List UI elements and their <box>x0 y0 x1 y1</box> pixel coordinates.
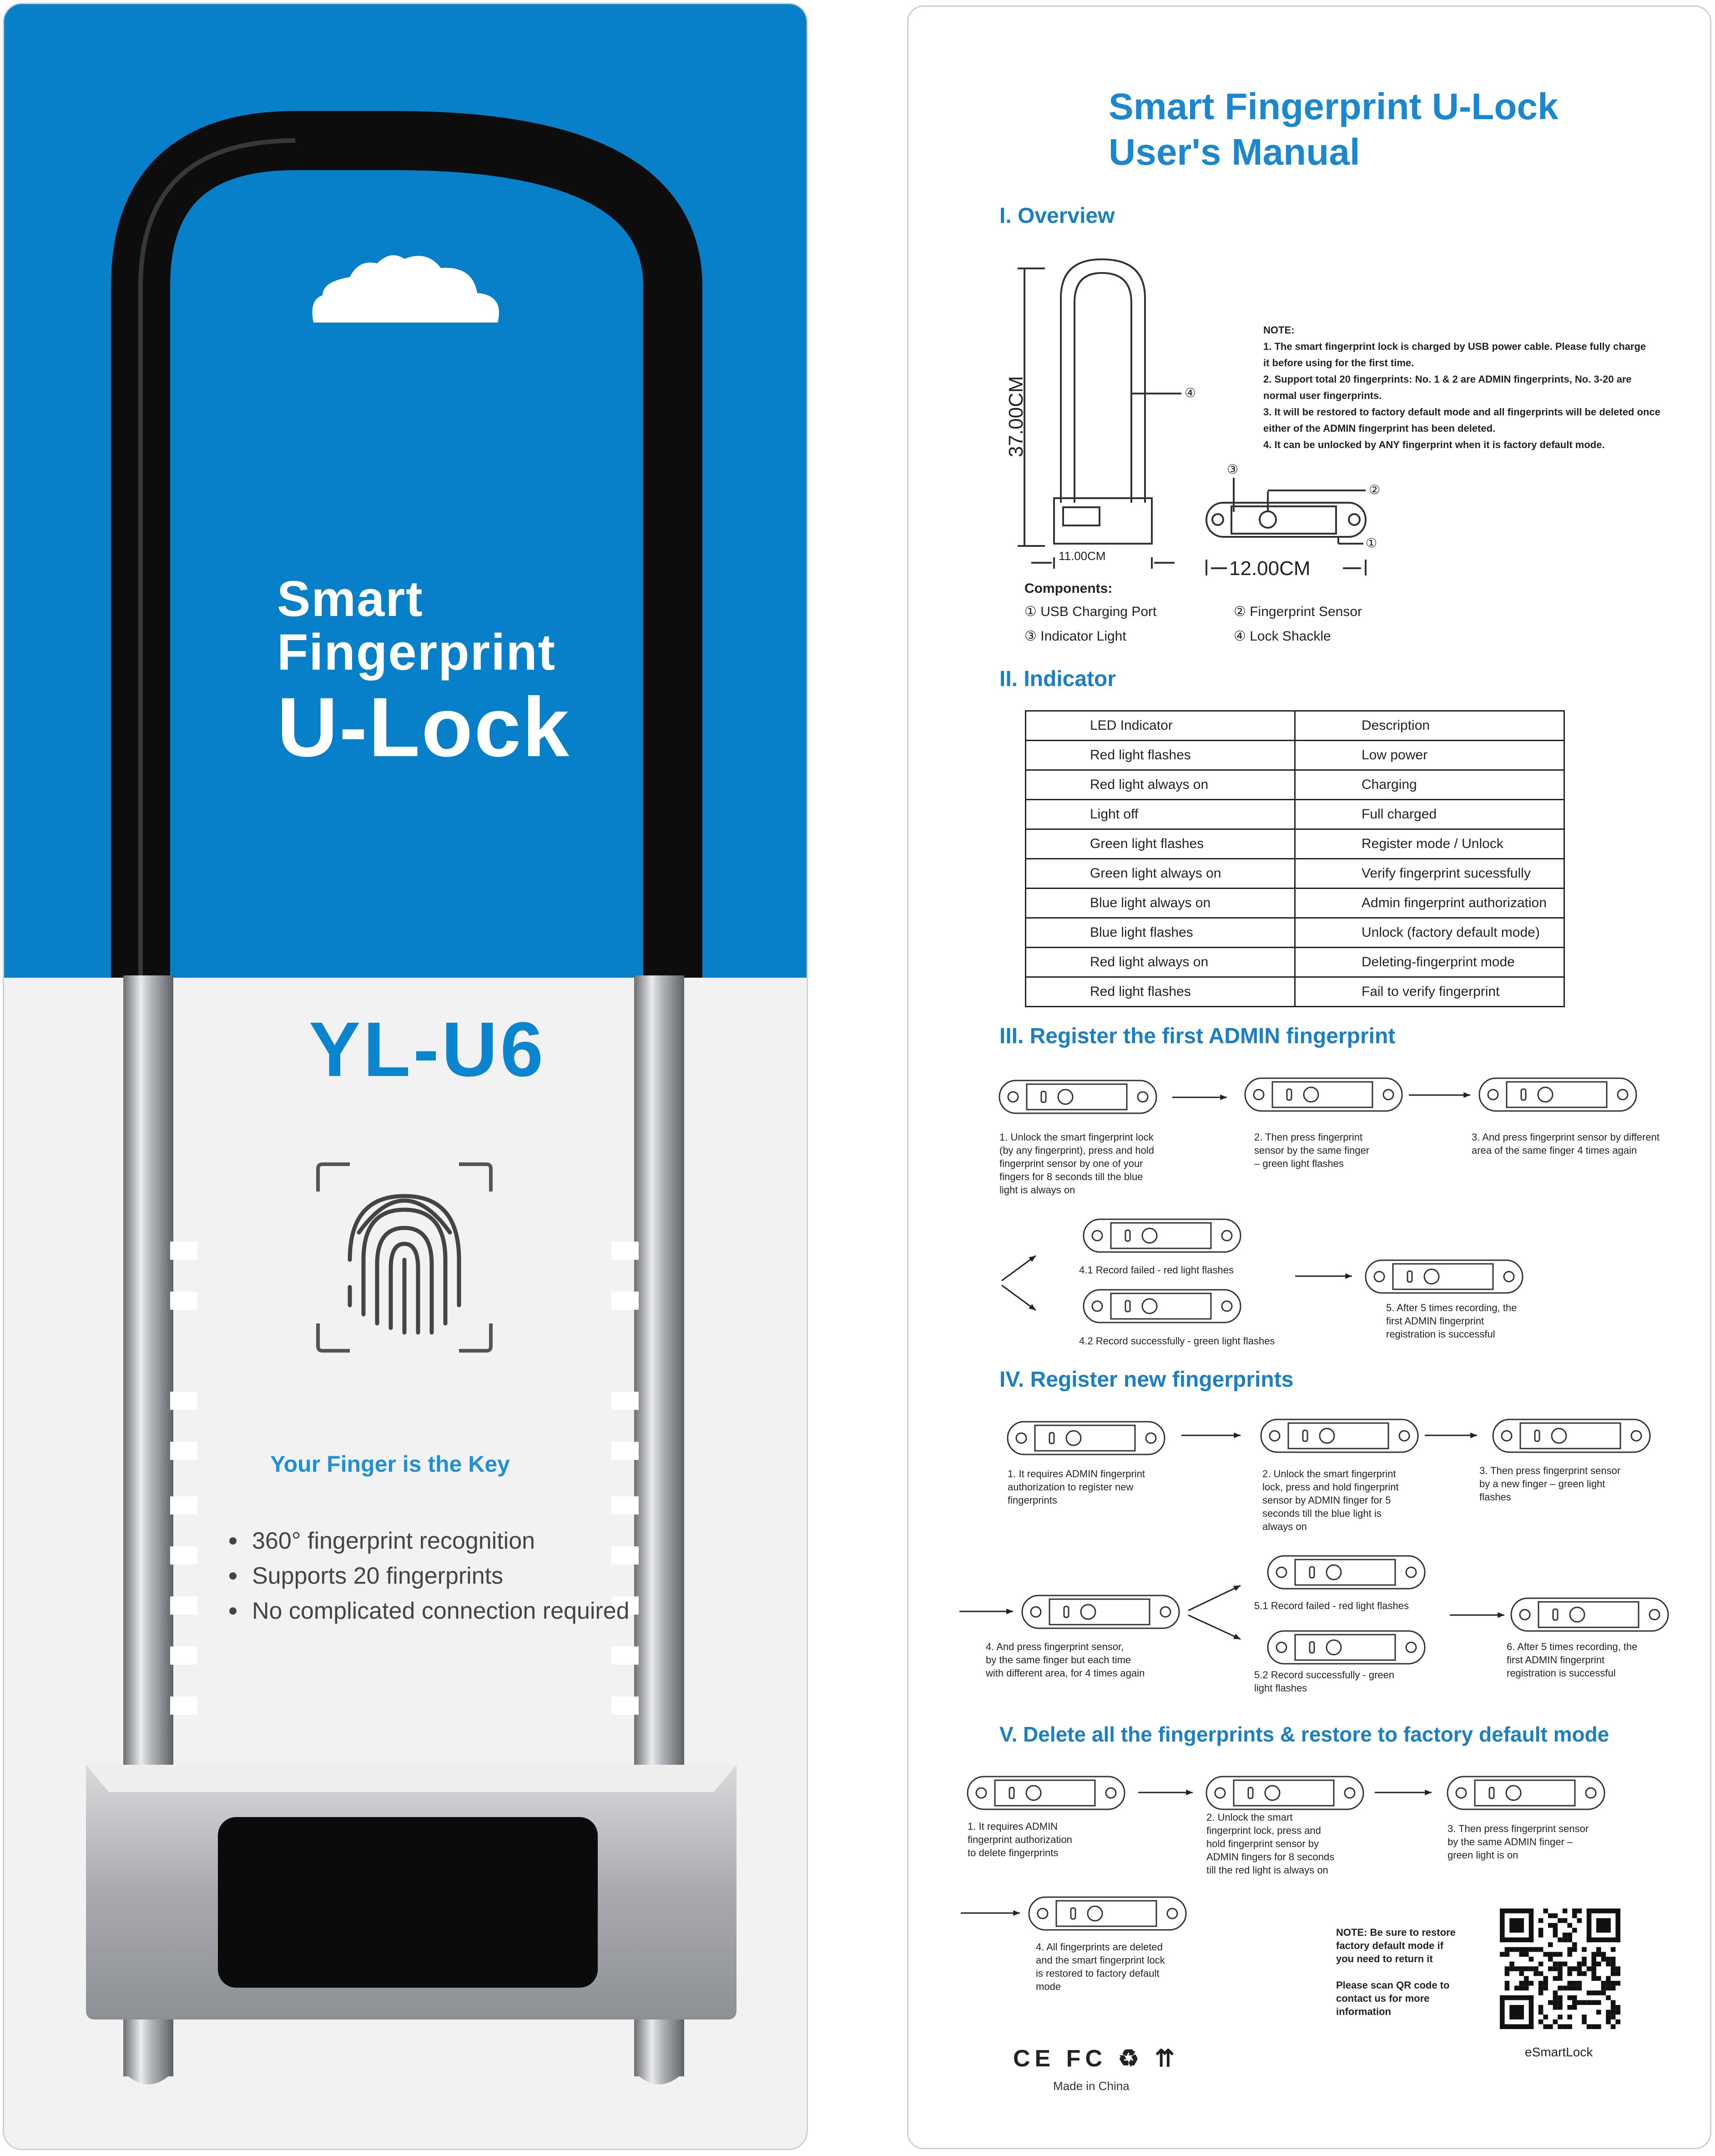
new-step-6: 6. After 5 times recording, the first ADMIN fingerprint registration is successful <box>1507 1641 1638 1679</box>
arrow-icon <box>1409 1092 1470 1098</box>
note-line: NOTE: <box>1263 324 1295 336</box>
table-cell: Fail to verify fingerprint <box>1295 977 1564 1007</box>
admin-step-4-1: 4.1 Record failed - red light flashes <box>1079 1264 1234 1276</box>
pin-left <box>123 2020 173 2085</box>
table-cell: Full charged <box>1295 800 1564 829</box>
lock-step-icon <box>1245 1078 1402 1111</box>
arrow-icon <box>1138 1790 1193 1795</box>
admin-step-5: 5. After 5 times recording, the first ADMIN fingerprint registration is successful <box>1386 1302 1517 1340</box>
table-cell: Red light always on <box>1026 770 1295 800</box>
new-step-4: 4. And press fingerprint sensor, by the same finger but each time with different area, for 4 times again <box>986 1641 1145 1679</box>
section-register-admin-heading: III. Register the first ADMIN fingerprint <box>999 1024 1396 1048</box>
component-shackle: ④ Lock Shackle <box>1234 629 1331 644</box>
lock-step-icon <box>1493 1419 1650 1452</box>
new-step-2: 2. Unlock the smart fingerprint lock, press and hold fingerprint sensor by ADMIN finger for 5 seconds till the blue light is always on <box>1262 1468 1399 1532</box>
lock-step-icon <box>1084 1219 1241 1252</box>
new-step-5-2: 5.2 Record successfully - green light flashes <box>1254 1669 1395 1694</box>
lock-step-icon <box>999 1081 1156 1113</box>
table-cell: Deleting-fingerprint mode <box>1295 948 1564 977</box>
note-line: it before using for the first time. <box>1263 357 1414 369</box>
feature-list <box>229 1524 630 1629</box>
marker-sensor: ② <box>1369 483 1381 497</box>
title-line-1: Smart <box>277 571 424 627</box>
admin-step-1: 1. Unlock the smart fingerprint lock (by any fingerprint), press and hold fingerprint sensor by one of your fingers for 8 seconds till the blue light is always on <box>999 1131 1154 1196</box>
feature-item: Supports 20 fingerprints <box>229 1559 630 1594</box>
note-line: 2. Support total 20 fingerprints: No. 1 & 2 are ADMIN fingerprints, No. 3-20 are <box>1263 374 1632 385</box>
user-manual-card <box>907 5 1711 2149</box>
arrow-icon <box>1002 1256 1036 1281</box>
arrow-icon <box>1181 1433 1241 1438</box>
note-line: normal user fingerprints. <box>1263 390 1382 401</box>
manual-title-line-1: Smart Fingerprint U-Lock <box>1109 86 1559 127</box>
product-title <box>277 571 570 775</box>
table-cell: Red light flashes <box>1026 741 1295 770</box>
manual-title-line-2: User's Manual <box>1109 131 1360 173</box>
new-step-3: 3. Then press fingerprint sensor by a new finger – green light flashes <box>1479 1465 1621 1503</box>
hang-hole <box>313 255 499 323</box>
title-line-3: U-Lock <box>277 681 570 775</box>
arrow-icon <box>961 1910 1020 1916</box>
front-card <box>3 3 808 2150</box>
note-line: 4. It can be unlocked by ANY fingerprint when it is factory default mode. <box>1263 439 1605 450</box>
arrow-icon <box>1295 1273 1352 1279</box>
tagline: Your Finger is the Key <box>270 1451 510 1477</box>
admin-step-4-2: 4.2 Record successfully - green light flashes <box>1079 1335 1275 1347</box>
table-cell: Red light always on <box>1026 948 1295 977</box>
table-cell: Low power <box>1295 741 1564 770</box>
table-cell: Register mode / Unlock <box>1295 829 1564 859</box>
section-delete-heading: V. Delete all the fingerprints & restore to factory default mode <box>999 1722 1609 1746</box>
admin-step-2: 2. Then press fingerprint sensor by the same finger – green light flashes <box>1254 1131 1370 1169</box>
lock-step-icon <box>1448 1777 1604 1809</box>
lock-step-icon <box>1261 1419 1418 1452</box>
arrow-icon <box>959 1609 1013 1614</box>
delete-step-2: 2. Unlock the smart fingerprint lock, press and hold fingerprint sensor by ADMIN fingers for 8 seconds till the red light is always on <box>1206 1812 1335 1876</box>
table-cell: Light off <box>1026 800 1295 829</box>
component-indicator: ③ Indicator Light <box>1024 629 1126 644</box>
arrow-icon <box>1172 1095 1227 1100</box>
table-cell: Blue light always on <box>1026 889 1295 918</box>
component-usb: ① USB Charging Port <box>1024 604 1157 619</box>
arrow-icon <box>1188 1585 1241 1611</box>
components-heading: Components: <box>1024 581 1113 596</box>
component-sensor: ② Fingerprint Sensor <box>1234 604 1362 619</box>
pin-right <box>634 2020 684 2085</box>
height-dimension: 37.00CM <box>1005 376 1027 457</box>
table-cell: Unlock (factory default mode) <box>1295 918 1564 948</box>
table-cell: LED Indicator <box>1026 711 1295 741</box>
note-line: either of the ADMIN fingerprint has been deleted. <box>1263 423 1496 434</box>
arrow-icon <box>1425 1433 1477 1438</box>
lock-step-icon <box>1366 1260 1523 1293</box>
qr-code[interactable] <box>1500 1909 1620 2029</box>
feature-item: 360° fingerprint recognition <box>229 1524 630 1559</box>
marker-usb: ① <box>1366 536 1377 550</box>
marker-shackle: ④ <box>1185 386 1196 400</box>
table-cell: Charging <box>1295 770 1564 800</box>
lock-step-icon <box>1022 1596 1179 1628</box>
certification-marks: CE FC ♻ ⇈ <box>1013 2045 1180 2072</box>
brand-name: eSmartLock <box>1525 2045 1593 2059</box>
arrow-icon <box>1188 1615 1241 1639</box>
note-line: 1. The smart fingerprint lock is charged by USB power cable. Please fully charge <box>1263 341 1646 352</box>
lock-step-icon <box>1479 1078 1636 1111</box>
return-note: NOTE: Be sure to restore factory default mode if you need to return it Please scan QR code to contact us for more information <box>1336 1927 1456 2017</box>
table-cell: Blue light flashes <box>1026 918 1295 948</box>
new-step-5-1: 5.1 Record failed - red light flashes <box>1254 1600 1409 1611</box>
arrow-icon <box>1375 1790 1432 1795</box>
lock-step-icon <box>1268 1631 1425 1664</box>
body-width-dimension: 12.00CM <box>1229 557 1311 580</box>
lock-step-icon <box>1029 1897 1186 1930</box>
section-overview-heading: I. Overview <box>999 204 1115 228</box>
table-cell: Green light flashes <box>1026 829 1295 859</box>
table-cell: Red light flashes <box>1026 977 1295 1007</box>
lock-step-icon <box>968 1777 1125 1809</box>
made-in: Made in China <box>1053 2079 1130 2093</box>
model-number: YL-U6 <box>309 1006 546 1093</box>
title-line-2: Fingerprint <box>277 623 556 681</box>
lock-step-icon <box>1511 1598 1668 1631</box>
delete-step-1: 1. It requires ADMIN fingerprint authorization to delete fingerprints <box>968 1821 1072 1858</box>
table-cell: Description <box>1295 711 1564 741</box>
fingerprint-icon <box>318 1164 491 1351</box>
lock-step-icon <box>1268 1556 1425 1589</box>
arrow-icon <box>1450 1612 1504 1618</box>
table-cell: Verify fingerprint sucessfully <box>1295 859 1564 889</box>
section-register-new-heading: IV. Register new fingerprints <box>999 1368 1294 1392</box>
lock-step-icon <box>1084 1290 1241 1323</box>
table-cell: Admin fingerprint authorization <box>1295 889 1564 918</box>
new-step-1: 1. It requires ADMIN fingerprint authorization to register new fingerprints <box>1008 1468 1145 1506</box>
delete-step-3: 3. Then press fingerprint sensor by the same ADMIN finger – green light is on <box>1448 1823 1589 1861</box>
width-dimension: 11.00CM <box>1059 549 1106 563</box>
lock-step-icon <box>1206 1777 1363 1809</box>
arrow-icon <box>1002 1285 1036 1310</box>
lock-step-icon <box>1008 1422 1165 1454</box>
fingerprint-window <box>218 1817 598 1988</box>
marker-indicator: ③ <box>1227 462 1239 476</box>
delete-step-4: 4. All fingerprints are deleted and the smart fingerprint lock is restored to factory default mode <box>1036 1941 1165 1992</box>
table-cell: Green light always on <box>1026 859 1295 889</box>
feature-item: No complicated connection required <box>229 1594 630 1629</box>
note-line: 3. It will be restored to factory default mode and all fingerprints will be deleted once <box>1263 406 1660 418</box>
section-indicator-heading: II. Indicator <box>999 667 1116 691</box>
admin-step-3: 3. And press fingerprint sensor by different area of the same finger 4 times again <box>1472 1131 1660 1156</box>
